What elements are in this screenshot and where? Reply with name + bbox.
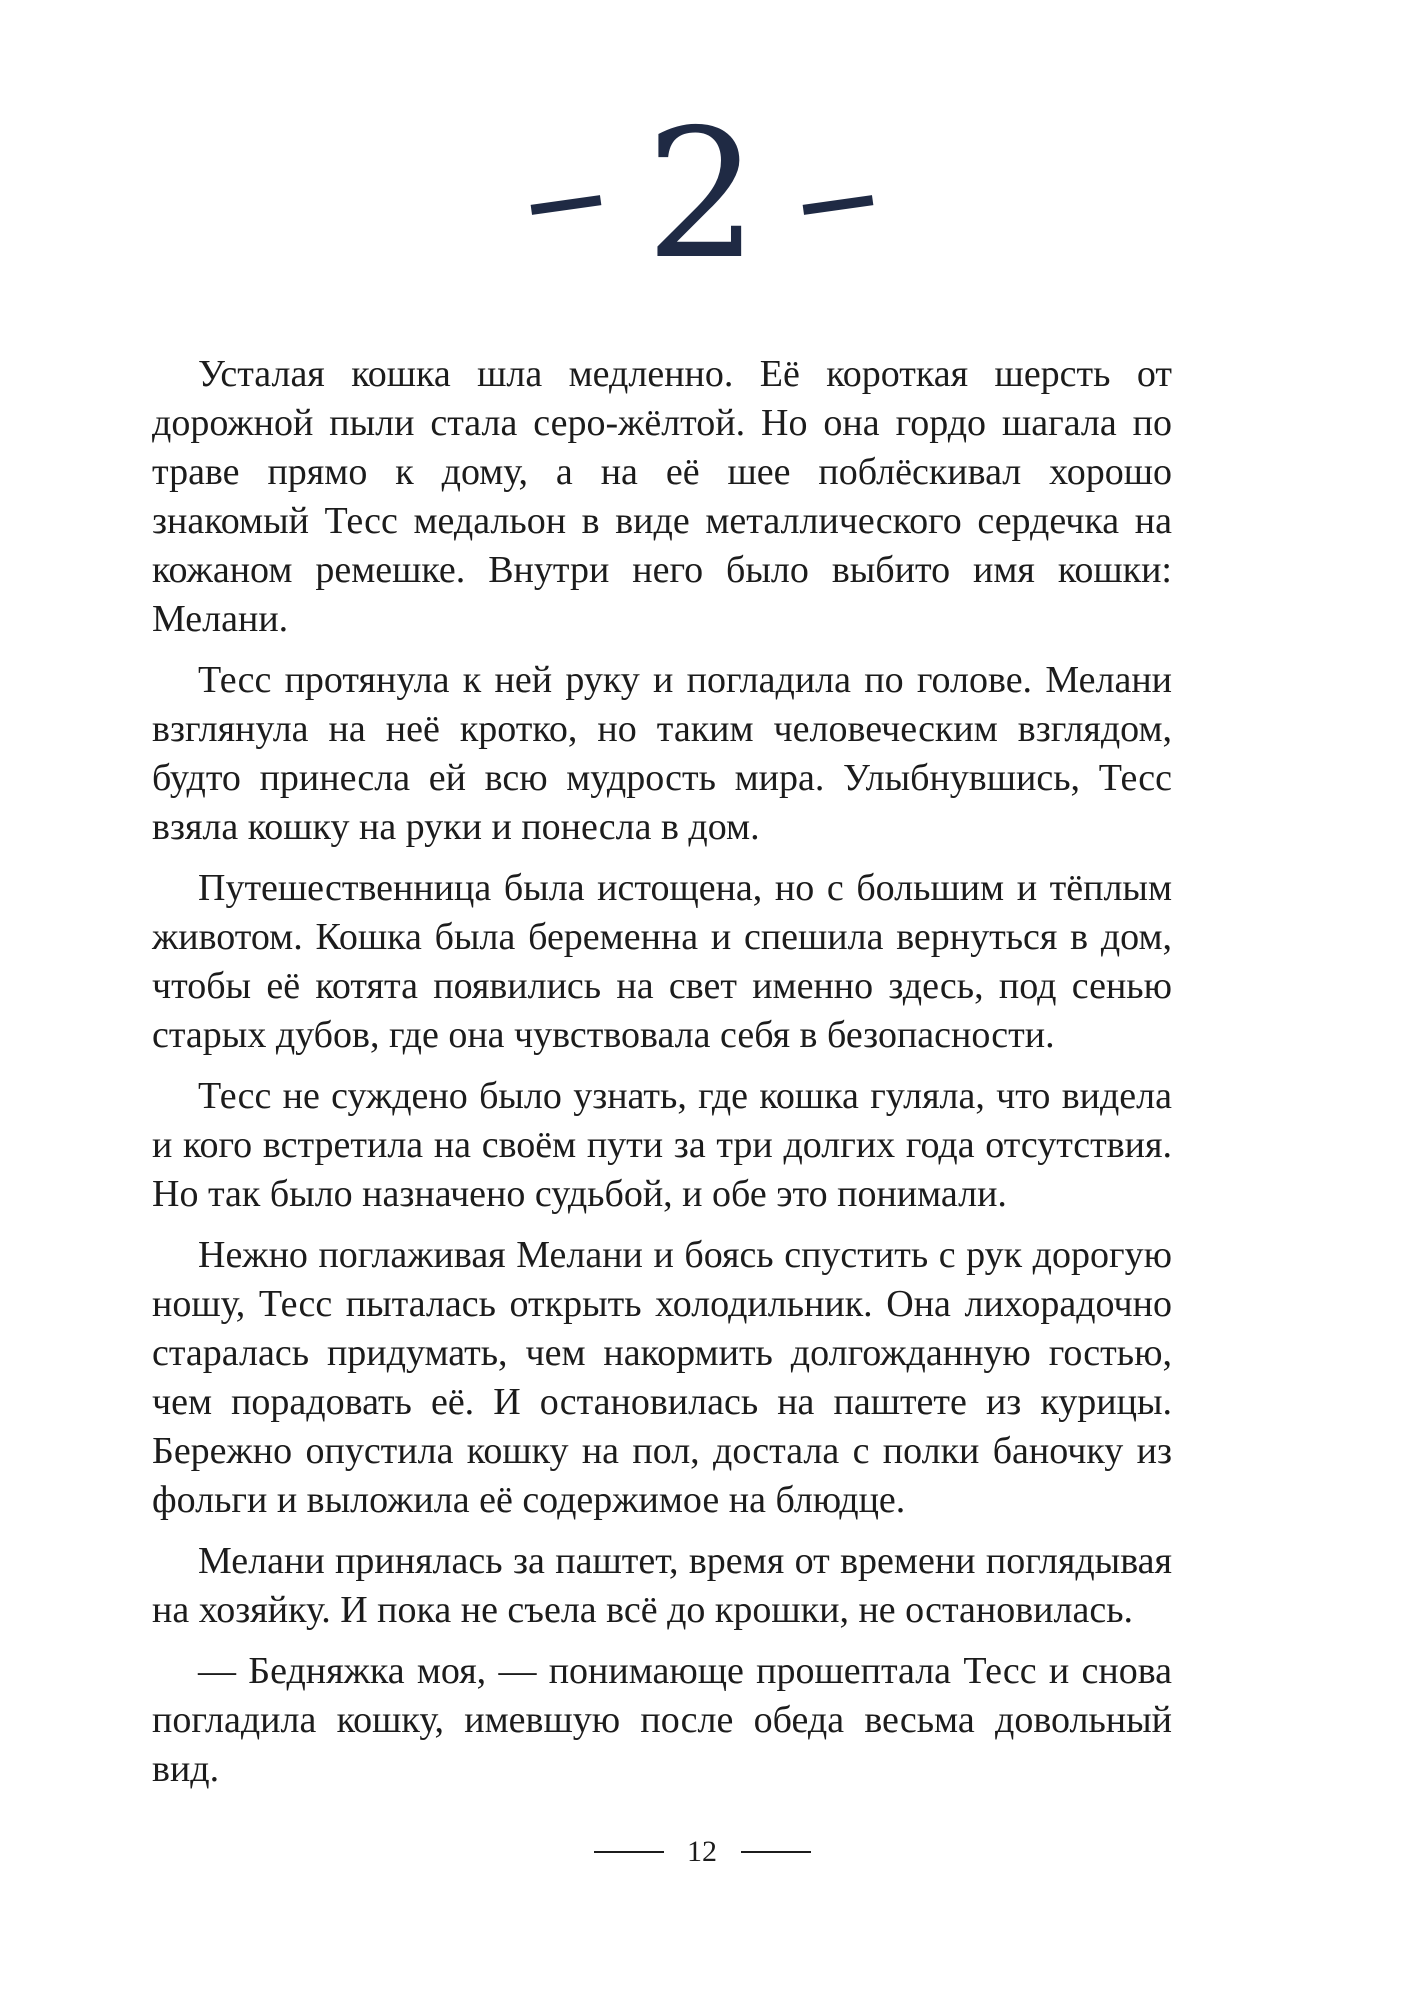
chapter-text	[152, 350, 1172, 1806]
footer-rule-left	[594, 1851, 664, 1853]
paragraph: Тесс протянула к ней руку и погладила по голове. Мелани взглянула на неё кротко, но таким человеческим взглядом, будто принесла ей всю мудрость мира. Улыбнувшись, Тесс взяла кошку на руки и понесла в дом.	[152, 659, 1172, 848]
paragraph: Тесс не суждено было узнать, где кошка гуляла, что видела и кого встретила на своём пути за три долгих года отсутствия. Но так было назначено судьбой, и обе это понимали.	[152, 1075, 1172, 1215]
page-number: 12	[687, 1835, 717, 1869]
chapter-dash-right	[802, 195, 873, 215]
page-footer	[0, 1832, 1404, 1870]
footer-rule-right	[741, 1851, 811, 1853]
paragraph: Мелани принялась за паштет, время от времени поглядывая на хозяйку. И пока не съела всё до крошки, не остановилась.	[152, 1540, 1172, 1631]
paragraph: — Бедняжка моя, — понимающе прошептала Тесс и снова погладила кошку, имевшую после обеда весьма довольный вид.	[152, 1650, 1172, 1790]
paragraph: Путешественница была истощена, но с большим и тёплым животом. Кошка была беременна и спешила вернуться в дом, чтобы её котята появились на свет именно здесь, под сенью старых дубов, где она чувствовала себя в безопасности.	[152, 867, 1172, 1056]
chapter-number: 2	[645, 91, 759, 298]
paragraph: Нежно поглаживая Мелани и боясь спустить с рук дорогую ношу, Тесс пыталась открыть холодильник. Она лихорадочно старалась придумать, чем накормить долгожданную гостью, чем порадовать её. И остановилась на паштете из курицы. Бережно опустила кошку на пол, достала с полки баночку из фольги и выложила её содержимое на блюдце.	[152, 1234, 1172, 1521]
chapter-heading	[0, 91, 1404, 298]
paragraph: Усталая кошка шла медленно. Её короткая шерсть от дорожной пыли стала серо-жёлтой. Но она гордо шагала по траве прямо к дому, а на её шее поблёскивал хорошо знакомый Тесс медальон в виде металлического сердечка на кожаном ремешке. Внутри него было выбито имя кошки: Мелани.	[152, 353, 1172, 640]
chapter-dash-left	[531, 195, 602, 215]
